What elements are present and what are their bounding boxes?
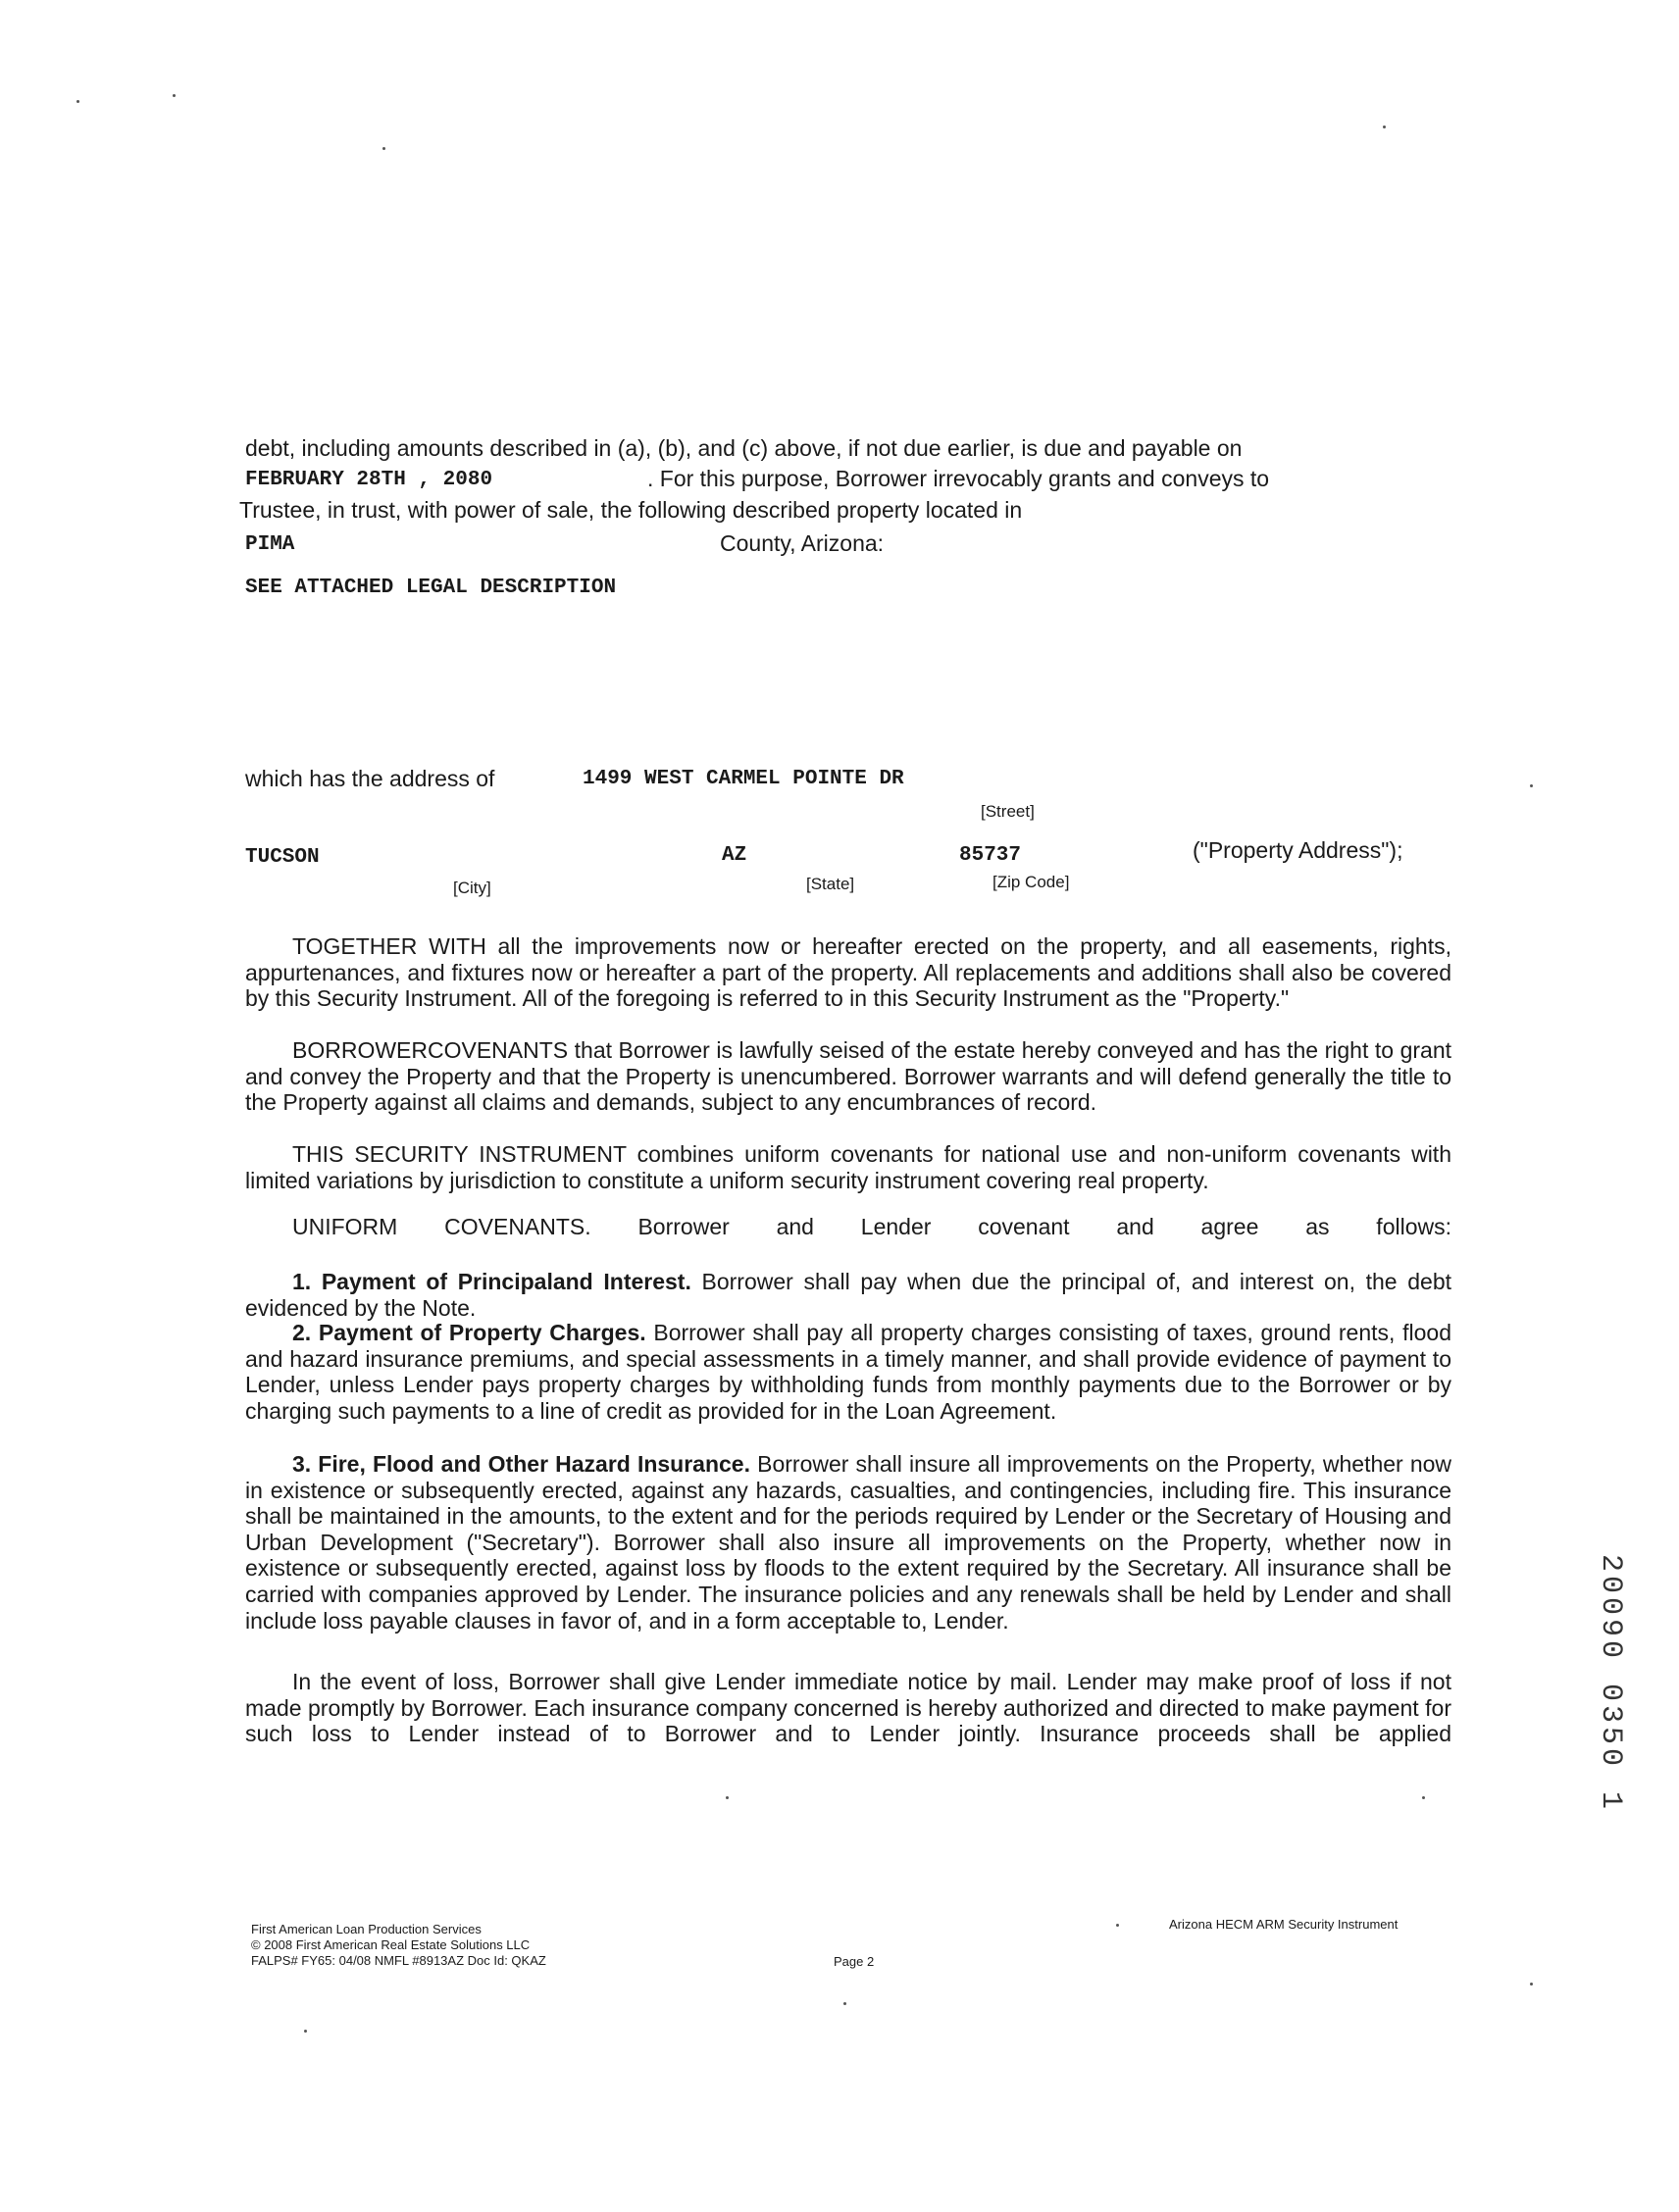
footer-company: First American Loan Production Services: [251, 1922, 482, 1936]
document-control-stamp: [1591, 1522, 1630, 1845]
section-3-paragraph: [245, 1451, 1451, 1634]
property-address-suffix: ("Property Address");: [1193, 837, 1403, 863]
section-1-body: Borrower shall pay when due the principal of, and interest on, the debt evidenced by the Note.: [245, 1269, 1451, 1321]
footer-form-id: FALPS# FY65: 04/08 NMFL #8913AZ Doc Id: QKAZ: [251, 1953, 546, 1968]
borrower-covenants-paragraph: BORROWERCOVENANTS that Borrower is lawfully seised of the estate hereby conveyed and has the right to grant and convey the Property and that the Property is unencumbered. Borrower warrants and will defend generally the title to the Property against all claims and demands, subject to any encumbrances of record.: [245, 1037, 1451, 1116]
scan-speck: [1422, 1796, 1425, 1799]
document-control-number: 20090 0350 1: [1594, 1553, 1627, 1814]
scan-speck: [1383, 126, 1386, 128]
address-prefix: which has the address of: [245, 766, 495, 791]
zip-label: [Zip Code]: [992, 873, 1070, 891]
scan-speck: [382, 147, 385, 150]
footer-copyright: © 2008 First American Real Estate Solutions LLC: [251, 1937, 531, 1952]
together-with-paragraph: TOGETHER WITH all the improvements now or hereafter erected on the property, and all easements, rights, appurtenances, and fixtures now or hereafter a part of the property. All replacements and additions shall also be covered by this Security Instrument. All of the foregoing is referred to in this Security Instrument as the "Property.": [245, 933, 1451, 1012]
maturity-date: FEBRUARY 28TH , 2080: [245, 469, 493, 491]
section-3-body: Borrower shall insure all improvements on the Property, whether now in existence or subsequently erected, against any hazards, casualties, and contingencies, including fire. This insurance shall be maintained in the amounts, to the extent and for the periods required by Lender or the Secretary of Housing and Urban Development ("Secretary"). Borrower shall also insure all improvements on the Property, whether now in existence or subsequently erected, against loss by floods to the extent required by the Secretary. All insurance shall be carried with companies approved by Lender. The insurance policies and any renewals shall be held by Lender and shall include loss payable clauses in favor of, and in a form acceptable to, Lender.: [245, 1451, 1452, 1634]
scan-speck: [304, 2030, 307, 2033]
intro-line-3: Trustee, in trust, with power of sale, the following described property located in: [239, 497, 1023, 523]
scan-speck: [726, 1796, 729, 1799]
section-2-paragraph: [245, 1320, 1451, 1424]
uniform-covenants-paragraph: UNIFORM COVENANTS. Borrower and Lender covenant and agree as follows:: [292, 1214, 1451, 1239]
intro-line-1: debt, including amounts described in (a), (b), and (c) above, if not due earlier, is due and payable on: [245, 435, 1243, 461]
section-2-body: Borrower shall pay all property charges consisting of taxes, ground rents, flood and hazard insurance premiums, and special assessments in a timely manner, and shall provide evidence of payment to Lender, unless Lender pays property charges by withholding funds from monthly payments due to the Borrower or by charging such payments to a line of credit as provided for in the Loan Agreement.: [245, 1320, 1451, 1424]
scan-speck: [76, 100, 79, 103]
loss-paragraph: In the event of loss, Borrower shall give Lender immediate notice by mail. Lender may make proof of loss if not made promptly by Borrower. Each insurance company concerned is hereby authorized and directed to make payment for such loss to Lender instead of to Borrower and to Lender jointly. Insurance proceeds shall be applied: [245, 1669, 1451, 1747]
scan-speck: [173, 94, 176, 97]
footer-form-title: Arizona HECM ARM Security Instrument: [1169, 1917, 1399, 1932]
section-1-paragraph: [245, 1269, 1451, 1321]
legal-description: SEE ATTACHED LEGAL DESCRIPTION: [245, 577, 617, 599]
state-value: AZ: [722, 844, 747, 867]
city-label: [City]: [453, 879, 491, 897]
street-address: 1499 WEST CARMEL POINTE DR: [583, 768, 904, 790]
scan-speck: [1116, 1924, 1119, 1927]
footer-page-number: Page 2: [834, 1954, 875, 1969]
security-instrument-paragraph: THIS SECURITY INSTRUMENT combines uniform covenants for national use and non-uniform covenants with limited variations by jurisdiction to constitute a uniform security instrument covering real property.: [245, 1141, 1451, 1193]
scan-speck: [843, 2002, 846, 2005]
county-name: PIMA: [245, 533, 295, 556]
county-suffix: County, Arizona:: [720, 530, 885, 556]
intro-line-2: . For this purpose, Borrower irrevocably grants and conveys to: [647, 466, 1270, 491]
section-3-title: 3. Fire, Flood and Other Hazard Insurance.: [292, 1451, 750, 1477]
zip-value: 85737: [959, 844, 1022, 867]
city-value: TUCSON: [245, 846, 320, 869]
section-2-title: 2. Payment of Property Charges.: [292, 1320, 646, 1345]
section-1-title: 1. Payment of Principaland Interest.: [292, 1269, 691, 1294]
street-label: [Street]: [981, 802, 1035, 821]
scan-speck: [1530, 1983, 1533, 1986]
state-label: [State]: [806, 875, 855, 893]
scan-speck: [1530, 784, 1533, 787]
